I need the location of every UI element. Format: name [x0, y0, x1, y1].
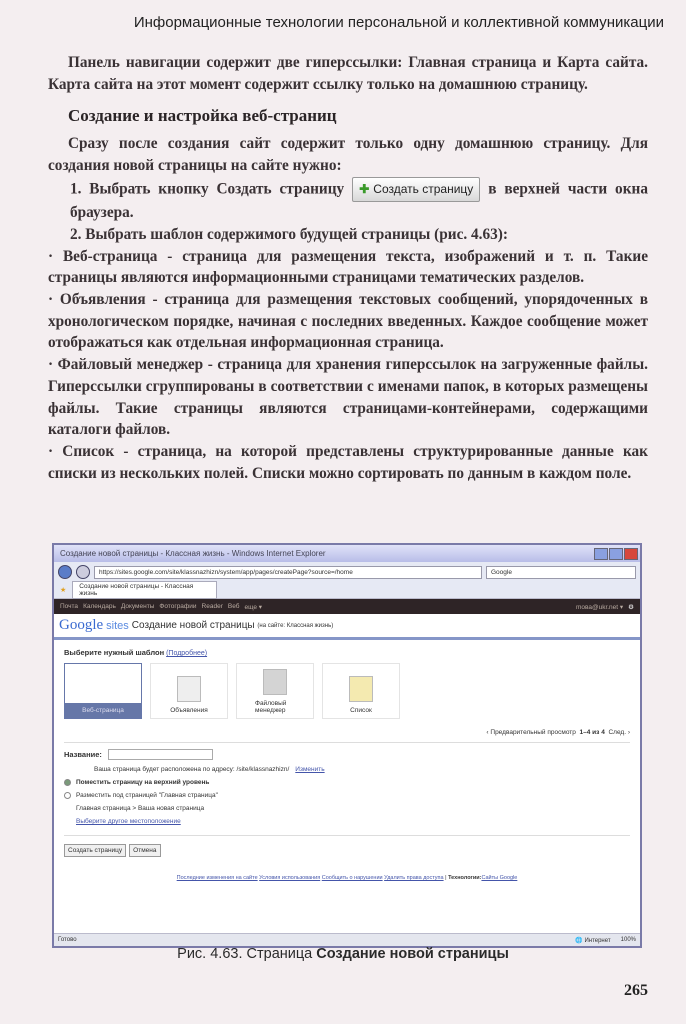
- gbar-reader[interactable]: Reader: [201, 603, 223, 610]
- search-input[interactable]: Google: [486, 566, 636, 579]
- create-page-button[interactable]: Создать страницу: [64, 844, 126, 857]
- bullet-file-manager: · Файловый менеджер - страница для хранения гиперссылок на загруженные файлы. Гиперссылки сгруппированы в соответствии с именами папок, в которых размещены файлы. Такие страницы являются страницами-контейнерами, содержащими каталоги файлов.: [48, 356, 648, 439]
- radio-top-level[interactable]: Поместить страницу на верхний уровень: [64, 779, 209, 786]
- details-link[interactable]: (Подробнее): [166, 650, 208, 657]
- status-bar: Готово 🌐 Интернет 100%: [54, 933, 640, 946]
- browser-tab[interactable]: Создание новой страницы - Классная жизнь: [72, 581, 217, 599]
- body-text: [48, 52, 648, 484]
- cancel-button[interactable]: Отмена: [129, 844, 160, 857]
- internet-zone: 🌐 Интернет: [575, 937, 611, 944]
- list-icon: [349, 676, 373, 702]
- plus-icon: ✚: [359, 181, 370, 196]
- google-sites-link[interactable]: Сайты Google: [481, 875, 518, 882]
- template-web-page[interactable]: Веб-страница: [64, 663, 142, 719]
- file-cabinet-icon: [263, 669, 287, 695]
- favorites-star-icon[interactable]: ★: [60, 587, 67, 594]
- gear-icon[interactable]: ⚙: [628, 603, 634, 611]
- back-icon[interactable]: [58, 565, 72, 579]
- sites-header: Google sites Создание новой страницы (на сайте: Классная жизнь): [54, 614, 640, 640]
- footer-link[interactable]: Условия использования: [259, 875, 321, 882]
- template-announcements[interactable]: Объявления: [150, 663, 228, 719]
- step-2: 2. Выбрать шаблон содержимого будущей страницы (рис. 4.63):: [70, 225, 508, 243]
- gbar-web[interactable]: Веб: [227, 603, 240, 610]
- close-button[interactable]: [624, 548, 638, 560]
- paragraph: Панель навигации содержит две гиперссылки: Главная страница и Карта сайта. Карта сайта на этот момент содержит ссылку только на домашнюю страницу.: [48, 54, 648, 93]
- page-name-input[interactable]: [108, 749, 213, 760]
- gbar-calendar[interactable]: Календарь: [83, 603, 116, 610]
- other-location-link[interactable]: Выберите другое местоположение: [76, 818, 181, 826]
- radio-under-home[interactable]: Разместить под страницей "Главная страница": [64, 792, 218, 799]
- google-bar: [54, 599, 640, 614]
- change-link[interactable]: Изменить: [295, 766, 325, 773]
- template-picker: [64, 663, 630, 719]
- url-input[interactable]: https://sites.google.com/site/klassnazhizn/system/app/pages/createPage?source=/home: [94, 566, 482, 579]
- create-page-button-image: ✚ Создать страницу: [352, 177, 480, 203]
- paragraph: Сразу после создания сайт содержит только одну домашнюю страницу. Для создания новой страницы на сайте нужно:: [48, 135, 648, 174]
- page-path: Главная страница > Ваша новая страница: [76, 805, 205, 813]
- template-list[interactable]: Список: [322, 663, 400, 719]
- page-title: Создание новой страницы: [131, 620, 255, 631]
- browser-screenshot: Создание новой страницы - Классная жизнь - Windows Internet Explorer https://sites.google.com/site/klassnazhizn/system/app/pages/createPage?source=/home Google ★ Создание новой страницы - Классная жизнь Почта Календарь Документы Фотографии Reader Веб еще ▾ moва@ukr.net ▾ ⚙ Google sites Создание новой страницы (на сайте: Классная жизнь) Выберите нужный шаблон (Подробнее) Веб-страница Объявления Файловый менеджер Список ‹ Предварительный просмотр 1–4 из 4 След. › Название: Ваша страница будет расположена по адресу: /site/klassnazhizn/ Изменить Поместить страницу на верхний уровень Разместить под страницей "Главная страница" Главная страница > Ваша новая страница Выберите другое местоположение Создать страницу Отмена Последние изменения на сайте Условия использования Сообщить о нарушении Удалить права доступа | Технологии:Сайты Google Готово 🌐 Интернет 100%: [52, 543, 642, 948]
- gbar-docs[interactable]: Документы: [120, 603, 155, 610]
- bullet-web-page: · Веб-страница - страница для размещения текста, изображений и т. п. Такие страницы являются информационными страницами тематических разделов.: [48, 247, 648, 287]
- zoom-level[interactable]: 100%: [620, 937, 636, 943]
- step-1: 1. Выбрать кнопку Создать страницу ✚ Создать страницу в верхней части окна браузера.: [48, 177, 648, 224]
- footer-link[interactable]: Удалить права доступа: [384, 875, 444, 882]
- preview-link[interactable]: ‹ Предварительный просмотр: [486, 729, 576, 736]
- google-logo: Google: [59, 617, 104, 633]
- pager: ‹ Предварительный просмотр 1–4 из 4 След. ›: [64, 729, 630, 743]
- window-titlebar: Создание новой страницы - Классная жизнь - Windows Internet Explorer: [54, 545, 640, 562]
- bullet-list: · Список - страница, на которой представлены структурированные данные как списки из нескольких полей. Списки можно сортировать по данным в каждом поле.: [48, 442, 648, 482]
- footer-links: Последние изменения на сайте Условия использования Сообщить о нарушении Удалить права доступа | Технологии:Сайты Google: [176, 875, 518, 882]
- template-file-manager[interactable]: Файловый менеджер: [236, 663, 314, 719]
- section-heading: Создание и настройка веб-страниц: [68, 106, 337, 126]
- maximize-button[interactable]: [609, 548, 623, 560]
- tab-bar: [54, 582, 640, 599]
- footer-link[interactable]: Сообщить о нарушении: [321, 875, 383, 882]
- bullet-announcements: · Объявления - страница для размещения текстовых сообщений, упорядоченных в хронологическом порядке, начиная с последних введенных. Каждое сообщение может отображаться как отдельная информационная страница.: [48, 291, 648, 352]
- address-bar: [54, 562, 640, 582]
- speech-bubble-icon: [177, 676, 201, 702]
- figure-caption: Рис. 4.63. Страница Создание новой страницы: [177, 946, 509, 962]
- footer-link[interactable]: Последние изменения на сайте: [176, 875, 258, 882]
- next-link[interactable]: След. ›: [608, 729, 630, 736]
- minimize-button[interactable]: [594, 548, 608, 560]
- gbar-more[interactable]: еще ▾: [244, 603, 263, 611]
- page-number: 265: [624, 982, 648, 999]
- account-menu[interactable]: moва@ukr.net ▾: [575, 603, 624, 611]
- gbar-mail[interactable]: Почта: [60, 603, 79, 610]
- running-header: Информационные технологии персональной и коллективной коммуникации: [133, 14, 664, 31]
- forward-icon[interactable]: [76, 565, 90, 579]
- gbar-photos[interactable]: Фотографии: [159, 603, 197, 610]
